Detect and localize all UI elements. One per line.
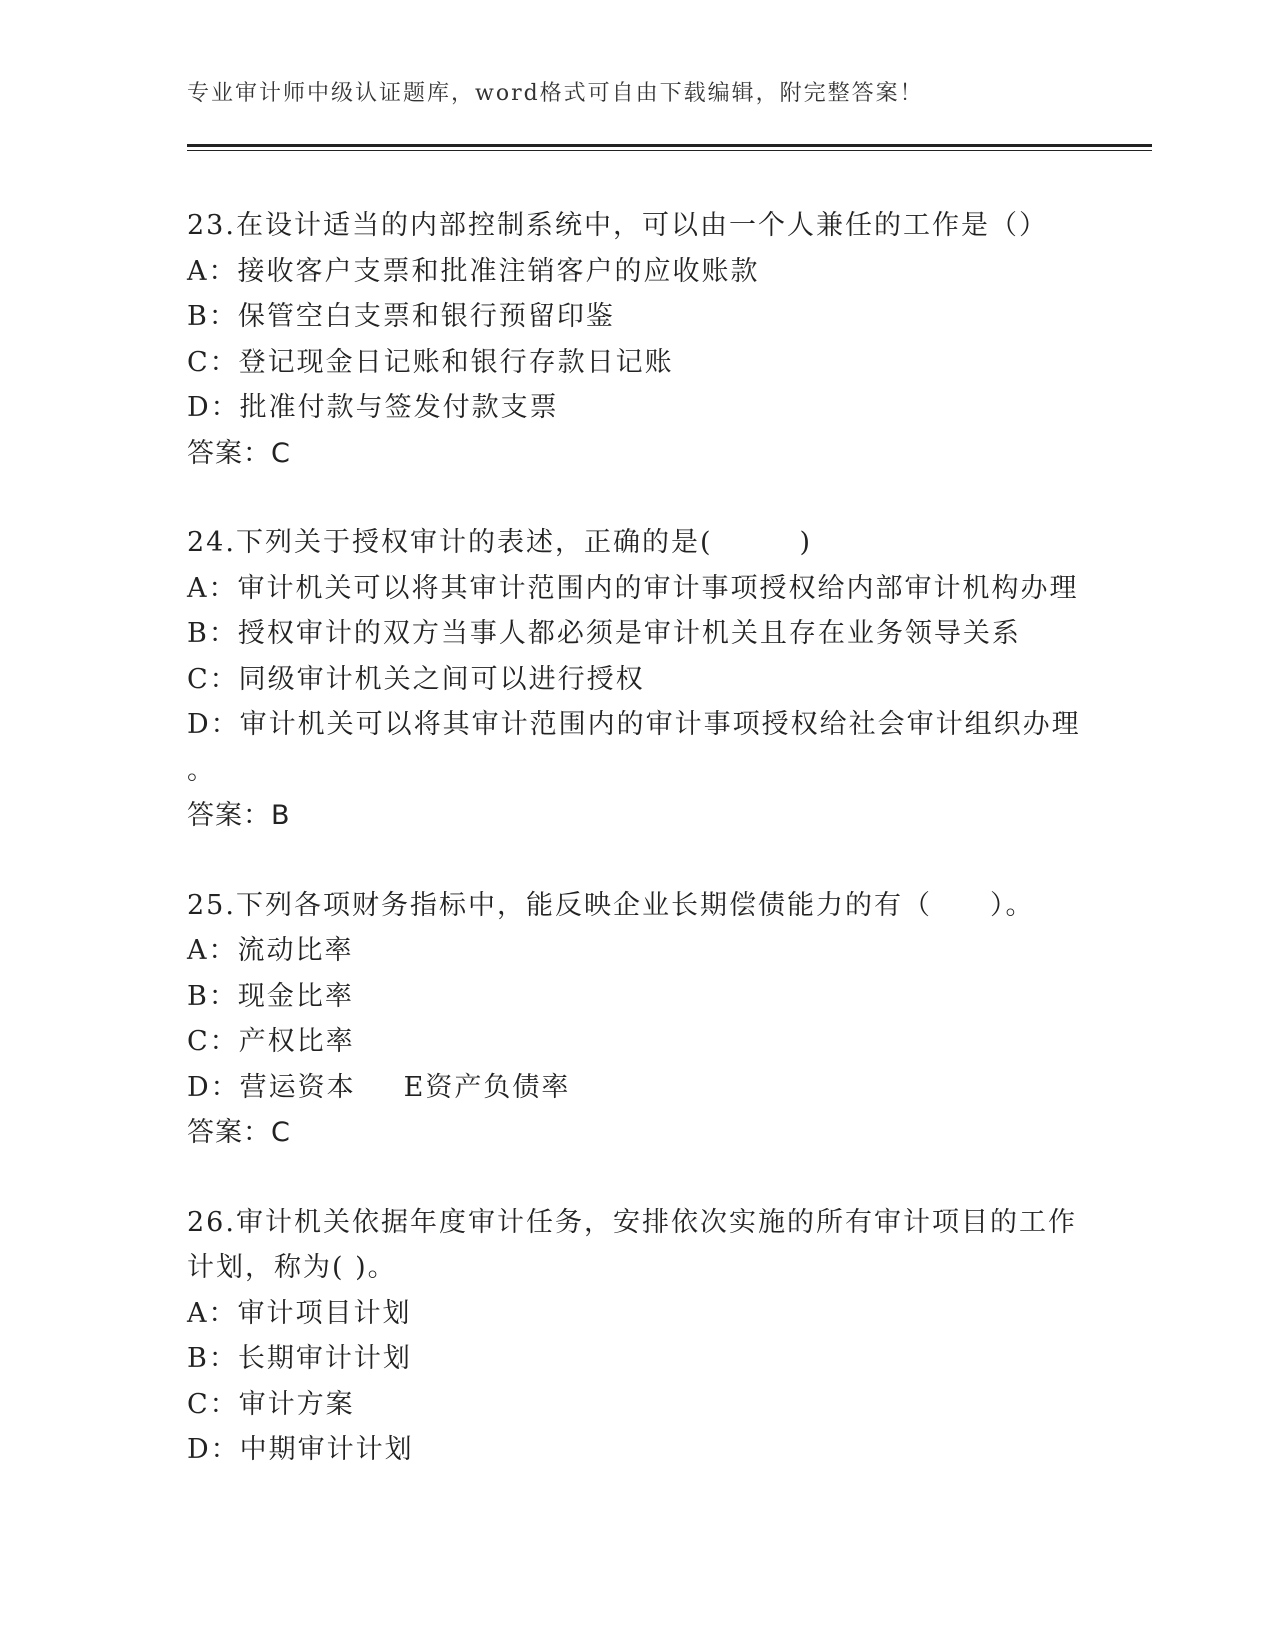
question-stem: 25.下列各项财务指标中，能反映企业长期偿债能力的有（ ）。 xyxy=(187,889,1035,921)
question-list xyxy=(187,203,1087,1517)
answer: 答案：B xyxy=(187,800,291,831)
question-stem: 23.在设计适当的内部控制系统中，可以由一个人兼任的工作是（） xyxy=(187,210,1048,241)
option-c: C：同级审计机关之间可以进行授权 xyxy=(187,663,645,695)
option-d: D：审计机关可以将其审计范围内的审计事项授权给社会审计组织办理 xyxy=(187,709,1081,740)
option-a: A：审计机关可以将其审计范围内的审计事项授权给内部审计机构办理 xyxy=(187,572,1079,604)
option-a: A：接收客户支票和批准注销客户的应收账款 xyxy=(187,255,760,287)
header-divider xyxy=(187,144,1152,151)
option-c: C：审计方案 xyxy=(187,1388,355,1420)
option-d: D：批准付款与签发付款支票 xyxy=(187,392,559,423)
question-25 xyxy=(187,883,1087,1156)
answer: 答案：C xyxy=(187,1117,291,1148)
option-a: A：审计项目计划 xyxy=(187,1297,412,1329)
option-e: E资产负债率 xyxy=(403,1071,571,1103)
question-26 xyxy=(187,1200,1087,1473)
option-a: A：流动比率 xyxy=(187,935,354,966)
answer: 答案：C xyxy=(187,437,291,469)
option-c: C：登记现金日记账和银行存款日记账 xyxy=(187,346,674,378)
option-b: B：长期审计计划 xyxy=(187,1343,412,1374)
page-header: 专业审计师中级认证题库，word格式可自由下载编辑，附完整答案！ xyxy=(187,81,924,106)
option-d-tail: 。 xyxy=(187,754,214,786)
question-23 xyxy=(187,203,1087,476)
option-d: D：中期审计计划 xyxy=(187,1434,414,1465)
option-b: B：授权审计的双方当事人都必须是审计机关且存在业务领导关系 xyxy=(187,618,1021,649)
question-stem: 24.下列关于授权审计的表述，正确的是( ) xyxy=(187,527,813,558)
question-stem-line-2: 计划，称为( )。 xyxy=(187,1252,397,1283)
option-d-e-row xyxy=(187,1065,1087,1111)
question-stem-line-1: 26.审计机关依据年度审计任务，安排依次实施的所有审计项目的工作 xyxy=(187,1206,1077,1238)
option-b: B：现金比率 xyxy=(187,980,354,1012)
option-d: D：营运资本 xyxy=(187,1071,356,1103)
option-b: B：保管空白支票和银行预留印鉴 xyxy=(187,301,615,332)
option-c: C：产权比率 xyxy=(187,1026,355,1057)
question-24 xyxy=(187,520,1087,839)
